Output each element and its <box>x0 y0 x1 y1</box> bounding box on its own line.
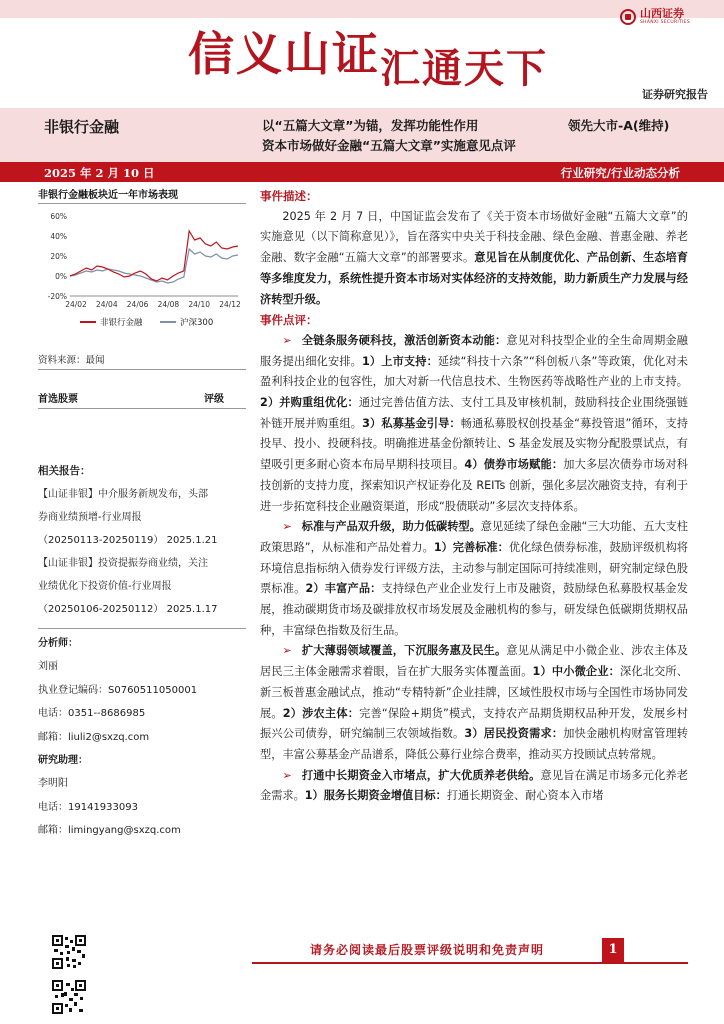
sidebar <box>38 186 246 409</box>
section-heading-event: 事件描述： <box>260 189 318 203</box>
point-1-lead: 全链条服务硬科技，激活创新资本动能： <box>301 333 507 347</box>
header-accent-strip <box>0 0 724 21</box>
assistant-label: 研究助理： <box>38 755 88 767</box>
x-tick-label: 24/08 <box>157 300 180 309</box>
analyst-label: 分析师： <box>38 638 78 649</box>
comment-point-4 <box>260 766 688 807</box>
y-tick-label: 60% <box>50 212 67 221</box>
point-1-sub-4-text: 加大多层次债券市场对科技创新的支持力度，探索知识产权证券化及 REITs 创新，强化多层次融资支持，有利于进一步拓宽科技企业融资渠道，形成“股债联动”多层次支持体系。 <box>260 458 688 513</box>
logo-name-en: SHANXI SECURITIES <box>640 20 690 26</box>
company-logo <box>620 6 690 28</box>
x-tick-label: 24/06 <box>126 300 149 309</box>
preferred-stocks-header <box>38 390 246 409</box>
legend-label: 非银行金融 <box>100 318 143 328</box>
report-title-line-2: 资本市场做好金融“五篇大文章”实施意见点评 <box>262 138 516 153</box>
point-3-sub-2-title: 2）涉农主体： <box>282 706 360 720</box>
point-4-text: 意见旨在满足市场多元化养老金需求。 <box>260 768 688 803</box>
page-footer <box>252 938 688 964</box>
series-line <box>70 249 238 283</box>
market-performance-chart <box>38 204 246 344</box>
bullet-arrow-icon: ➢ <box>282 644 292 658</box>
related-report-2-line-1[interactable]: 【山证非银】投资提振券商业绩，关注 <box>38 558 208 569</box>
point-4-lead: 打通中长期资金入市堵点，扩大优质养老供给。 <box>301 768 541 782</box>
point-1-sub-1-title: 1）上市支持： <box>361 354 438 368</box>
assistant-phone: 电话：19141933093 <box>38 801 138 813</box>
main-content <box>260 186 688 807</box>
point-2-sub-1-title: 1）完善标准： <box>433 540 509 554</box>
report-title-line-1: 以“五篇大文章”为锚，发挥功能性作用 <box>262 118 479 133</box>
related-reports-label: 相关报告： <box>38 465 91 477</box>
y-tick-label: 0% <box>55 272 67 281</box>
point-1-sub-4-title: 4）债券市场赋能： <box>464 458 564 472</box>
qr-code-2 <box>52 980 86 1014</box>
analyst-license: 执业登记编码：S0760511050001 <box>38 684 198 696</box>
rating-column-label: 评级 <box>204 394 224 405</box>
bullet-arrow-icon: ➢ <box>282 520 292 534</box>
point-2-lead: 标准与产品双升级，助力低碳转型。 <box>301 520 481 534</box>
point-1-text: 意见对科技型企业的全生命周期金融服务提出细化安排。 <box>260 333 688 368</box>
related-report-1-line-1[interactable]: 【山证非银】中介服务新规发布，头部 <box>38 489 208 500</box>
analyst-name: 刘丽 <box>38 661 58 673</box>
slogan <box>188 18 548 92</box>
bullet-arrow-icon: ➢ <box>282 768 292 782</box>
logo-name-cn: 山西证券 <box>640 7 684 21</box>
point-2-sub-2-title: 2）丰富产品： <box>305 582 382 596</box>
related-report-1-line-3: （20250113-20250119） 2025.1.21 <box>38 535 218 546</box>
bullet-arrow-icon: ➢ <box>282 333 292 347</box>
point-4-sub-1-title: 1）服务长期资金增值目标： <box>304 789 447 803</box>
slogan-part-2: 汇通天下 <box>380 45 548 92</box>
point-3-sub-3-title: 3）居民投资需求： <box>464 727 564 741</box>
point-2-text: 意见延续了绿色金融“三大功能、五大支柱政策思路”，从标准和产品处着力。 <box>260 520 688 554</box>
point-4-sub-1-text: 打通长期资金、耐心资本入市堵 <box>446 789 604 803</box>
y-tick-label: -20% <box>47 292 67 301</box>
report-date: 2025 年 2 月 10 日 <box>44 166 155 180</box>
event-text: 2025 年 2 月 7 日，中国证监会发布了《关于资本市场做好金融“五篇大文章”的实施意见（以下简称意见）》，旨在落实中央关于科技金融、绿色金融、普惠金融、养老金融、数字金融“五篇大文章”的部署要求。 <box>260 209 688 265</box>
point-2-sub-2-text: 支持绿色产业企业发行上市及融资，鼓励绿色私募股权基金发展，推动碳期货市场及碳排放权市场发展及金融机构的参与，研发绿色低碳期货期权品种，丰富绿色指数及衍生品。 <box>260 582 688 637</box>
disclaimer-notice[interactable]: 请务必阅读最后股票评级说明和免责声明 <box>310 943 545 957</box>
legend-label: 沪深300 <box>180 318 214 328</box>
logo-icon <box>620 9 636 25</box>
report-title <box>262 116 516 156</box>
x-tick-label: 24/12 <box>219 300 241 309</box>
header-banner <box>0 0 724 108</box>
point-2-sub-1-text: 优化绿色债券标准，鼓励评级机构将环境信息指标纳入债券发行评级方法，主动参与制定国际可持续准则，研究制定绿色股票标准。 <box>260 540 688 596</box>
chart-source: 资料来源：最闻 <box>38 352 246 370</box>
section-heading-comment: 事件点评： <box>260 313 318 328</box>
qr-icon <box>52 980 86 1014</box>
related-report-2-line-3: （20250106-20250112） 2025.1.17 <box>38 604 218 615</box>
preferred-stocks-label: 首选股票 <box>38 394 78 405</box>
comment-point-1 <box>260 331 688 517</box>
point-3-sub-1-title: 1）中小微企业： <box>532 665 620 679</box>
assistant-email[interactable]: 邮箱：limingyang@sxzq.com <box>38 825 181 837</box>
point-1-sub-2-text: 通过完善估值方法、支付工具及审核机制，鼓励科技企业围绕强链补链开展并购重组。 <box>260 396 688 430</box>
point-1-sub-3-text: 畅通私募股权创投基金“募投管退”循环，支持投早、投小、投硬科技。明确推进基金份额转让、S 基金发展及实物分配股票试点，有望吸引更多耐心资本布局早期科技项目。 <box>260 416 688 472</box>
point-1-sub-2-title: 2）并购重组优化： <box>260 396 359 410</box>
chart-title: 非银行金融板块近一年市场表现 <box>38 186 246 204</box>
y-tick-label: 20% <box>50 252 67 261</box>
related-report-1-line-2[interactable]: 券商业绩预增-行业周报 <box>38 512 142 523</box>
date-bar <box>0 162 724 182</box>
industry-name: 非银行金融 <box>44 118 120 136</box>
assistant-name: 李明阳 <box>38 778 68 790</box>
analyst-phone: 电话：0351--8686985 <box>38 708 146 720</box>
analyst-info <box>38 628 246 843</box>
report-type-label: 证券研究报告 <box>642 88 708 101</box>
x-tick-label: 24/04 <box>95 300 118 309</box>
point-3-sub-2-text: 完善“保险+期货”模式，支持农产品期货期权品种开发，发展乡村振兴公司债券，研究编制三农领域指数。 <box>260 706 688 741</box>
analyst-email[interactable]: 邮箱：liuli2@sxzq.com <box>38 731 150 743</box>
comment-point-2 <box>260 517 688 641</box>
qr-code-1 <box>52 935 86 969</box>
related-report-2-line-2[interactable]: 业绩优化下投资价值-行业周报 <box>38 581 172 592</box>
point-3-sub-1-text: 深化北交所、新三板普惠金融试点，推动“专精特新”企业挂牌，区域性股权市场与全国性市场协同发展。 <box>260 665 688 720</box>
point-3-lead: 扩大薄弱领域覆盖，下沉服务惠及民生。 <box>301 644 507 658</box>
related-reports <box>38 460 246 621</box>
slogan-part-1: 信义山证 <box>188 27 380 81</box>
chart-svg <box>38 204 246 344</box>
event-description <box>260 207 688 311</box>
y-tick-label: 40% <box>50 232 67 241</box>
point-1-sub-1-text: 延续“科技十六条”“科创板八条”等政策，优化对未盈利科技企业的包容性，加大对新一代信息技术、生物医药等战略性产业的上市支持。 <box>260 354 688 389</box>
x-tick-label: 24/02 <box>65 300 87 309</box>
industry-rating: 领先大市-A(维持) <box>568 118 670 133</box>
point-1-sub-3-title: 3）私募基金引导： <box>362 416 461 430</box>
title-band <box>0 108 724 162</box>
point-3-text: 意见从满足中小微企业、涉农主体及居民三主体金融需求着眼，旨在扩大服务实体覆盖面。 <box>260 644 688 679</box>
report-category: 行业研究/行业动态分析 <box>560 166 680 180</box>
event-summary: 意见旨在从制度优化、产品创新、生态培育等多维度发力，系统性提升资本市场对实体经济的支持效能，助力新质生产力发展与经济转型升级。 <box>260 251 688 306</box>
comment-point-3 <box>260 641 688 765</box>
page-number: 1 <box>602 938 624 962</box>
point-3-sub-3-text: 加快金融机构财富管理转型，丰富公募基金产品谱系，降低公募行业综合费率，推动买方投顾试点转常规。 <box>260 727 688 761</box>
x-tick-label: 24/10 <box>188 300 211 309</box>
qr-icon <box>52 935 86 969</box>
